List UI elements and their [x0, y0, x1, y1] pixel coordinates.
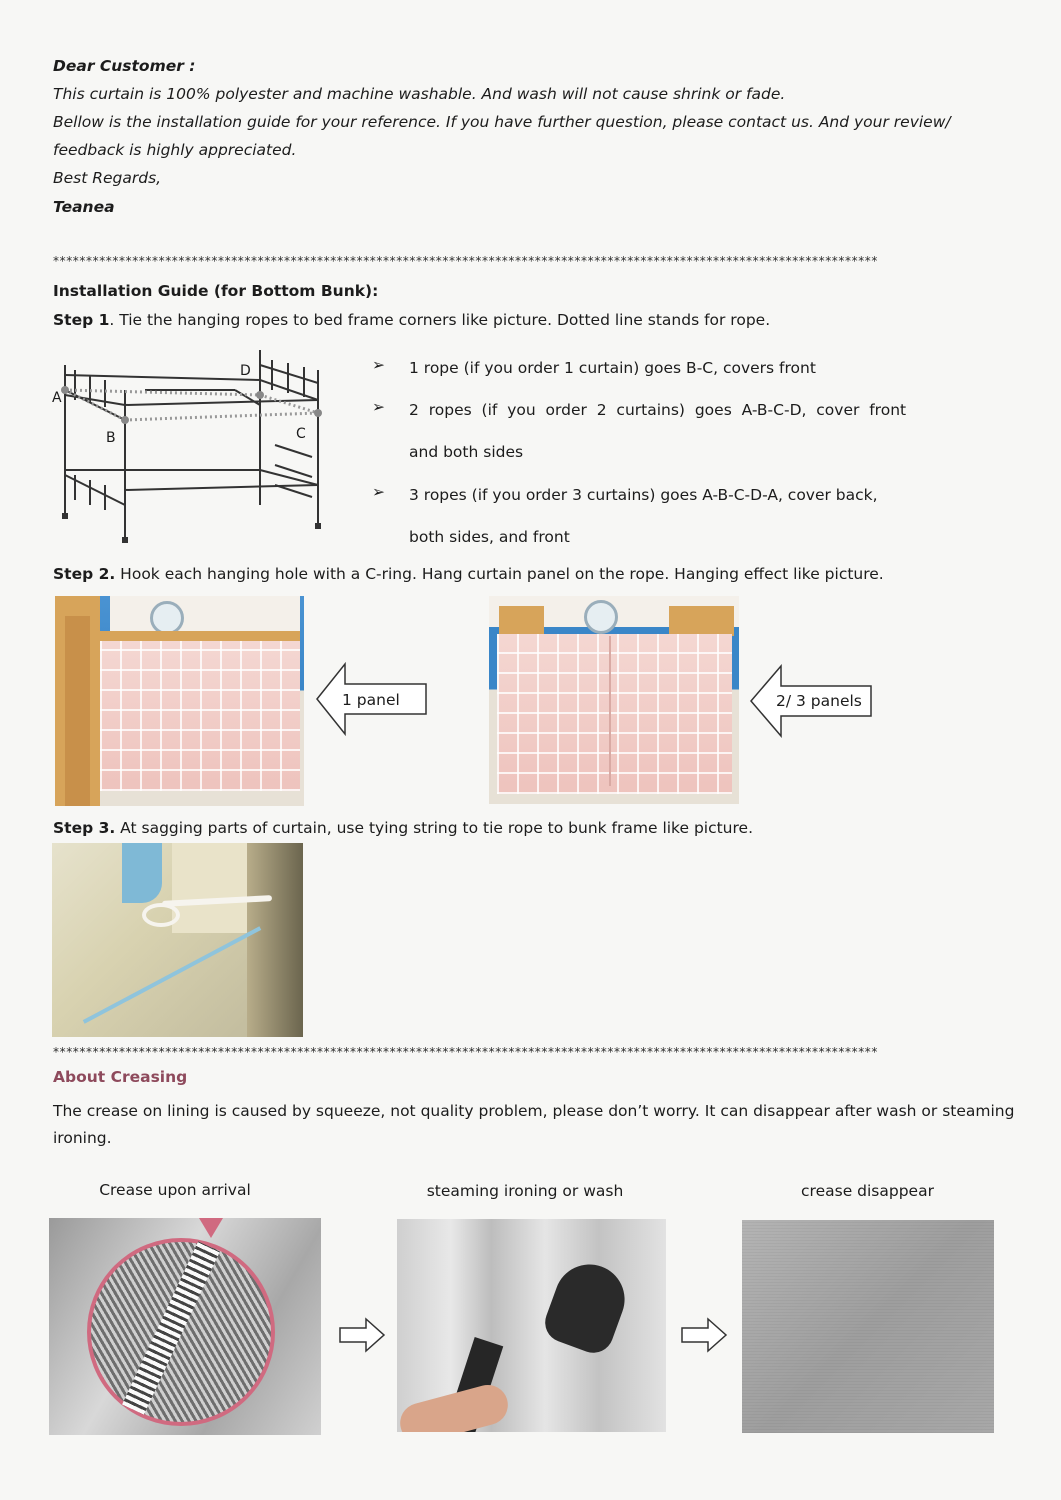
step2-text: Hook each hanging hole with a C-ring. Hang curtain panel on the rope. Hanging effect like picture.	[115, 565, 884, 583]
step3-label: Step 3.	[53, 819, 116, 837]
letter-line: feedback is highly appreciated.	[53, 141, 297, 159]
bullet-text-cont: and both sides	[409, 443, 524, 461]
diagram-label-d: D	[240, 363, 251, 379]
bullet-text-cont: both sides, and front	[409, 528, 570, 546]
multi-panel-photo	[489, 596, 739, 804]
step2-label: Step 2.	[53, 565, 116, 583]
smooth-fabric-photo	[742, 1220, 994, 1433]
guide-title: Installation Guide (for Bottom Bunk):	[53, 282, 379, 300]
letter-closing: Best Regards,	[53, 169, 162, 187]
step1-text: . Tie the hanging ropes to bed frame corners like picture. Dotted line stands for rope.	[109, 311, 771, 329]
diagram-label-b: B	[106, 430, 116, 446]
bullet-text: 1 rope (if you order 1 curtain) goes B-C, covers front	[409, 359, 816, 377]
bullet-arrow-icon: ➢	[372, 483, 385, 501]
caption-steaming: steaming ironing or wash	[426, 1182, 624, 1200]
creasing-text: The crease on lining is caused by squeeze, not quality problem, please don’t worry. It can disappear after wash or steaming	[53, 1102, 1015, 1120]
step3-line	[53, 814, 753, 842]
right-arrow-icon	[338, 1317, 386, 1353]
diagram-label-a: A	[52, 390, 62, 406]
creasing-title: About Creasing	[53, 1068, 188, 1086]
bullet-arrow-icon: ➢	[372, 356, 385, 374]
tying-string-photo	[52, 843, 303, 1037]
step2-line	[53, 560, 884, 588]
step1-line	[53, 306, 770, 334]
creasing-text-cont: ironing.	[53, 1129, 112, 1147]
bullet-arrow-icon: ➢	[372, 398, 385, 416]
bullet-text: 3 ropes (if you order 3 curtains) goes A-B-C-D-A, cover back,	[409, 486, 878, 504]
steaming-photo	[397, 1219, 666, 1432]
right-arrow-icon	[680, 1317, 728, 1353]
step3-text: At sagging parts of curtain, use tying string to tie rope to bunk frame like picture.	[115, 819, 754, 837]
letter-signature: Teanea	[53, 198, 115, 216]
arrow-label-multi-panel: 2/ 3 panels	[776, 692, 862, 710]
bullet-text: 2 ropes (if you order 2 curtains) goes A-B-C-D, cover front	[409, 401, 907, 419]
letter-line: This curtain is 100% polyester and machine washable. And wash will not cause shrink or fade.	[53, 85, 786, 103]
greeting: Dear Customer :	[53, 57, 196, 75]
separator: *****************************************************************************************************************************	[53, 254, 878, 268]
one-panel-photo	[55, 596, 304, 806]
letter-line: Bellow is the installation guide for your reference. If you have further question, please contact us. And your review/	[53, 113, 951, 131]
crease-photo	[49, 1218, 321, 1435]
caption-crease-arrival: Crease upon arrival	[99, 1181, 251, 1199]
caption-crease-disappear: crease disappear	[801, 1182, 934, 1200]
separator: *****************************************************************************************************************************	[53, 1045, 878, 1059]
step1-label: Step 1	[53, 311, 110, 329]
arrow-label-one-panel: 1 panel	[342, 691, 400, 709]
diagram-label-c: C	[296, 426, 306, 442]
